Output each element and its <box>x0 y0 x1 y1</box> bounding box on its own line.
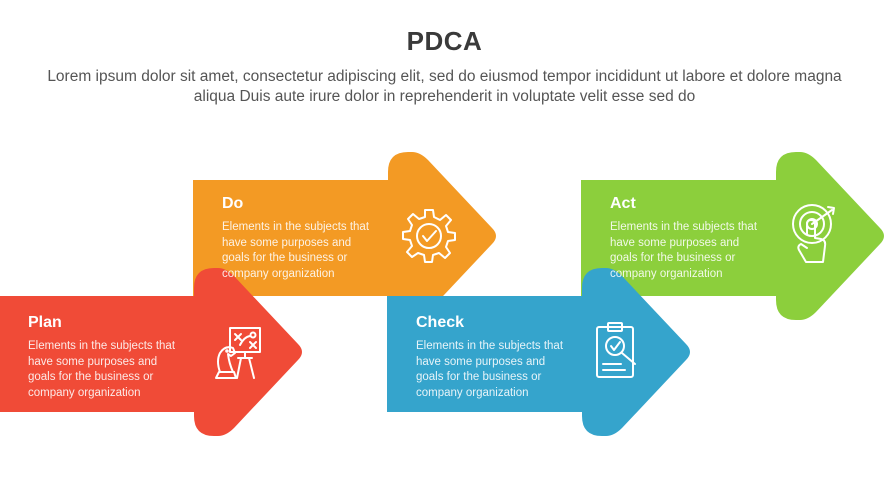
stage-do <box>222 195 372 282</box>
stage-title: Check <box>416 314 465 331</box>
stage-description: Elements in the subjects that have some purposes and goals for the business or company organization <box>28 340 176 399</box>
stage-title: Do <box>222 195 244 212</box>
page-title: PDCA <box>406 26 483 56</box>
stage-description: Elements in the subjects that have some purposes and goals for the business or company organization <box>416 340 564 399</box>
stage-check <box>416 314 566 401</box>
stage-title: Act <box>610 195 636 212</box>
stage-description: Elements in the subjects that have some purposes and goals for the business or company organization <box>610 221 758 280</box>
stage-description: Elements in the subjects that have some purposes and goals for the business or company organization <box>222 221 370 280</box>
stage-title: Plan <box>28 314 62 331</box>
stage-act <box>610 195 760 282</box>
stage-plan <box>28 314 178 401</box>
page-subtitle: Lorem ipsum dolor sit amet, consectetur adipiscing elit, sed do eiusmod tempor incididunt ut labore et dolore magna aliqua Duis aute irure dolor in reprehenderit in voluptate velit esse sed do <box>47 68 842 105</box>
